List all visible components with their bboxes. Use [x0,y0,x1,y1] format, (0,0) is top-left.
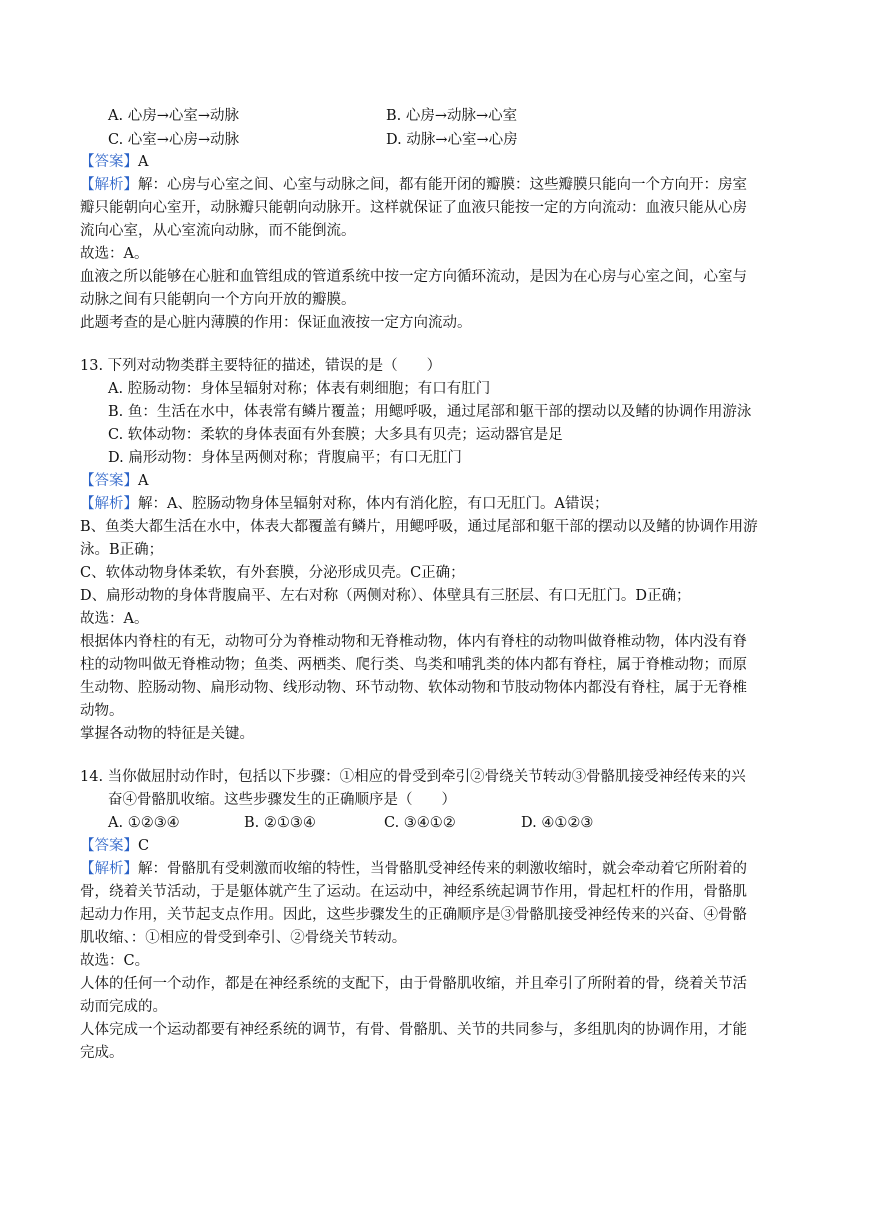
answer-value: C [138,838,150,854]
q13-analysis-line: C、软体动物身体柔软，有外套膜，分泌形成贝壳。C正确； [80,565,465,581]
q13-option-b: B. 鱼：生活在水中，体表常有鳞片覆盖；用鳃呼吸，通过尾部和躯干部的摆动以及鳍的协调作用游泳 [108,404,752,420]
q12-option-c: C. 心室→心房→动脉 [108,132,240,148]
q12-analysis-line: 动脉之间有只能朝向一个方向开放的瓣膜。 [80,292,356,308]
q12-analysis-line: 此题考查的是心脏内薄膜的作用：保证血液按一定方向流动。 [80,315,472,331]
q12-analysis-line: 血液之所以能够在心脏和血管组成的管道系统中按一定方向循环流动，是因为在心房与心室之间，心室与 [80,269,747,285]
q14-analysis-line: 起动力作用，关节起支点作用。因此，这些步骤发生的正确顺序是③骨骼肌接受神经传来的兴奋、④骨骼 [80,907,747,923]
q12-option-d: D. 动脉→心室→心房 [386,132,518,148]
answer-tag: 【答案】 [80,154,138,170]
q12-analysis-line: 流向心室，从心室流向动脉，而不能倒流。 [80,223,356,239]
q14-analysis-line: 人体的任何一个动作，都是在神经系统的支配下，由于骨骼肌收缩，并且牵引了所附着的骨，绕着关节活 [80,976,747,992]
q14-stem-line2: 奋④骨骼肌收缩。这些步骤发生的正确顺序是（ ） [108,792,456,808]
q12-option-a: A. 心房→心室→动脉 [108,108,239,124]
q14-analysis-line: 人体完成一个运动都要有神经系统的调节，有骨、骨骼肌、关节的共同参与，多组肌肉的协调作用，才能 [80,1022,747,1038]
q14-analysis-line: 完成。 [80,1045,124,1061]
q14-options [108,812,593,834]
q13-analysis-line: 根据体内脊柱的有无，动物可分为脊椎动物和无脊椎动物，体内有脊柱的动物叫做脊椎动物，体内没有脊 [80,634,747,650]
q13-analysis-line [80,493,608,515]
q14-analysis-line: 动而完成的。 [80,999,167,1015]
answer-value: A [138,473,149,489]
q14-analysis-line: 肌收缩、：①相应的骨受到牵引、②骨绕关节转动。 [80,930,407,946]
q12-answer [80,151,148,173]
answer-tag: 【答案】 [80,473,138,489]
q13-analysis-line: 动物。 [80,703,124,719]
q13-analysis-line: 掌握各动物的特征是关键。 [80,726,254,742]
q13-option-a: A. 腔肠动物：身体呈辐射对称；体表有刺细胞；有口有肛门 [108,381,491,397]
q13-analysis-line: 生动物、腔肠动物、扁形动物、线形动物、环节动物、软体动物和节肢动物体内都没有脊柱，属于无脊椎 [80,680,747,696]
q12-analysis-line [80,174,747,196]
q13-stem: 13. 下列对动物类群主要特征的描述，错误的是（ ） [80,358,442,374]
q14-option-b: B. ②①③④ [244,815,316,831]
analysis-tag: 【解析】 [80,177,138,193]
q14-option-d: D. ④①②③ [521,815,594,831]
q13-analysis-line: B、鱼类大都生活在水中，体表大都覆盖有鳞片，用鳃呼吸，通过尾部和躯干部的摆动以及鳍的协调作用游 [80,519,758,535]
q14-option-a: A. ①②③④ [108,815,180,831]
q12-analysis-line: 故选：A。 [80,246,149,262]
q13-option-c: C. 软体动物：柔软的身体表面有外套膜；大多具有贝壳；运动器官是足 [108,427,563,443]
q14-option-c: C. ③④①② [384,815,456,831]
q14-analysis-line [80,858,747,880]
q13-analysis-line: 故选：A。 [80,611,149,627]
analysis-tag: 【解析】 [80,496,138,512]
q13-answer [80,470,148,492]
q13-analysis-line: 柱的动物叫做无脊椎动物；鱼类、两栖类、爬行类、鸟类和哺乳类的体内都有脊柱，属于脊椎动物；而原 [80,657,747,673]
q12-analysis-line: 瓣只能朝向心室开，动脉瓣只能朝向动脉开。这样就保证了血液只能按一定的方向流动：血液只能从心房 [80,200,747,216]
q13-option-d: D. 扁形动物：身体呈两侧对称；背腹扁平；有口无肛门 [108,450,462,466]
q14-analysis-line: 骨，绕着关节活动，于是躯体就产生了运动。在运动中，神经系统起调节作用，骨起杠杆的作用，骨骼肌 [80,884,747,900]
analysis-text: 解：心房与心室之间、心室与动脉之间，都有能开闭的瓣膜：这些瓣膜只能向一个方向开：房室 [138,177,747,193]
q12-option-b: B. 心房→动脉→心室 [386,108,518,124]
q14-answer [80,835,149,857]
q14-stem-line1: 14. 当你做屈肘动作时，包括以下步骤：①相应的骨受到牵引②骨绕关节转动③骨骼肌接受神经传来的兴 [80,769,746,785]
analysis-tag: 【解析】 [80,861,138,877]
q13-analysis-line: D、扁形动物的身体背腹扁平、左右对称（两侧对称）、体壁具有三胚层、有口无肛门。D正确； [80,588,691,604]
analysis-text: 解：A、腔肠动物身体呈辐射对称，体内有消化腔，有口无肛门。A错误； [138,496,609,512]
answer-tag: 【答案】 [80,838,138,854]
answer-value: A [138,154,149,170]
analysis-text: 解：骨骼肌有受刺激而收缩的特性，当骨骼肌受神经传来的刺激收缩时，就会牵动着它所附着的 [138,861,747,877]
q14-analysis-line: 故选：C。 [80,953,150,969]
q13-analysis-line: 泳。B正确； [80,542,164,558]
